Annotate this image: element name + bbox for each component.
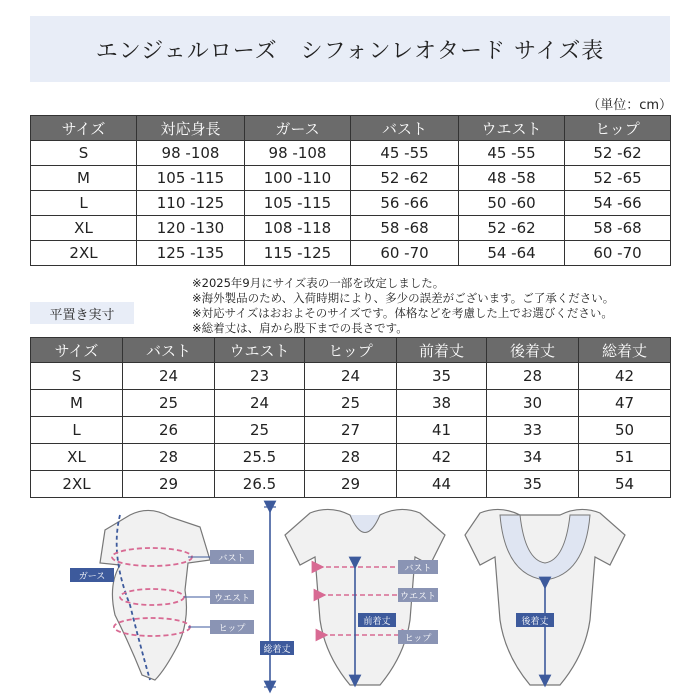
table-cell: 42 <box>579 363 671 390</box>
table-cell: 54 -66 <box>565 191 671 216</box>
table-row <box>31 471 671 498</box>
table-cell: 50 <box>579 417 671 444</box>
table-cell: 100 -110 <box>245 166 351 191</box>
table-cell: 54 -64 <box>459 241 565 266</box>
table-row <box>31 216 671 241</box>
table-row <box>31 417 671 444</box>
diagram-label-bust-front: バスト <box>404 564 432 574</box>
table-cell: XL <box>31 216 137 241</box>
table-cell: 56 -66 <box>351 191 459 216</box>
table-cell: 24 <box>305 363 397 390</box>
table-cell: 23 <box>215 363 305 390</box>
table-cell: M <box>31 166 137 191</box>
table-cell: 25 <box>215 417 305 444</box>
table-cell: 44 <box>397 471 487 498</box>
table-cell: 105 -115 <box>245 191 351 216</box>
table-cell: 98 -108 <box>245 141 351 166</box>
diagram-label-hip-front: ヒップ <box>404 634 432 644</box>
table-cell: 115 -125 <box>245 241 351 266</box>
diagram-label-waist-front: ウエスト <box>399 592 437 602</box>
table-cell: 52 -65 <box>565 166 671 191</box>
column-header: バスト <box>123 338 215 363</box>
table-cell: 24 <box>123 363 215 390</box>
note-line: ※海外製品のため、入荷時期により、多少の誤差がございます。ご了承ください。 <box>192 291 615 305</box>
column-header: 総着丈 <box>579 338 671 363</box>
table-cell: 26.5 <box>215 471 305 498</box>
table-cell: 51 <box>579 444 671 471</box>
table-cell: 28 <box>123 444 215 471</box>
table-cell: XL <box>31 444 123 471</box>
table-cell: 45 -55 <box>459 141 565 166</box>
diagram-label-front-length: 前着丈 <box>363 617 391 627</box>
column-header: ヒップ <box>305 338 397 363</box>
table-cell: 2XL <box>31 241 137 266</box>
table-cell: S <box>31 363 123 390</box>
table-cell: 45 -55 <box>351 141 459 166</box>
table-cell: 25 <box>123 390 215 417</box>
column-header: サイズ <box>31 116 137 141</box>
table-cell: 26 <box>123 417 215 444</box>
table-cell: 34 <box>487 444 579 471</box>
table-cell: 48 -58 <box>459 166 565 191</box>
table-cell: 38 <box>397 390 487 417</box>
table-cell: 25 <box>305 390 397 417</box>
table-cell: 105 -115 <box>137 166 245 191</box>
table-cell: 42 <box>397 444 487 471</box>
table-row <box>31 390 671 417</box>
table-cell: 25.5 <box>215 444 305 471</box>
note-line: ※2025年9月にサイズ表の一部を改定しました。 <box>192 276 445 290</box>
note-line: ※総着丈は、肩から股下までの長さです。 <box>192 321 408 335</box>
table-cell: 58 -68 <box>351 216 459 241</box>
column-header: ヒップ <box>565 116 671 141</box>
table-cell: 52 -62 <box>459 216 565 241</box>
leotard-front-diagram <box>260 507 445 687</box>
diagram-label-back-length: 後着丈 <box>521 617 549 627</box>
size-table-flat <box>30 337 671 498</box>
table-header-row <box>31 116 671 141</box>
diagram-label-hip: ヒップ <box>218 624 246 634</box>
table-cell: 29 <box>305 471 397 498</box>
table-cell: 47 <box>579 390 671 417</box>
table-cell: 98 -108 <box>137 141 245 166</box>
leotard-side-diagram <box>70 510 254 680</box>
column-header: ウエスト <box>215 338 305 363</box>
table-cell: 58 -68 <box>565 216 671 241</box>
table-row <box>31 166 671 191</box>
table-cell: 33 <box>487 417 579 444</box>
table-cell: M <box>31 390 123 417</box>
column-header: ガース <box>245 116 351 141</box>
diagram-label-girth: ガース <box>78 572 106 582</box>
table-cell: 52 -62 <box>565 141 671 166</box>
table-cell: 110 -125 <box>137 191 245 216</box>
table-cell: 120 -130 <box>137 216 245 241</box>
table-cell: 41 <box>397 417 487 444</box>
table-row <box>31 191 671 216</box>
table-cell: 50 -60 <box>459 191 565 216</box>
flat-measure-label: 平置き実寸 <box>30 302 134 324</box>
table-cell: 108 -118 <box>245 216 351 241</box>
table-cell: 60 -70 <box>351 241 459 266</box>
leotard-back-diagram <box>465 509 625 685</box>
table-cell: 60 -70 <box>565 241 671 266</box>
table-cell: 125 -135 <box>137 241 245 266</box>
table-cell: L <box>31 417 123 444</box>
table-row <box>31 444 671 471</box>
table-cell: 27 <box>305 417 397 444</box>
measurement-diagrams <box>60 495 640 695</box>
table-cell: 2XL <box>31 471 123 498</box>
column-header: ウエスト <box>459 116 565 141</box>
diagram-label-total-length: 総着丈 <box>263 645 291 655</box>
column-header: 前着丈 <box>397 338 487 363</box>
note-line: ※対応サイズはおおよそのサイズです。体格などを考慮した上でお選びください。 <box>192 306 613 320</box>
table-row <box>31 141 671 166</box>
table-row <box>31 241 671 266</box>
column-header: バスト <box>351 116 459 141</box>
table-cell: 24 <box>215 390 305 417</box>
notes <box>192 276 614 336</box>
table-cell: 52 -62 <box>351 166 459 191</box>
unit-label: （単位：cm） <box>587 98 672 113</box>
table-cell: 30 <box>487 390 579 417</box>
table-cell: L <box>31 191 137 216</box>
table-cell: 28 <box>487 363 579 390</box>
table-cell: S <box>31 141 137 166</box>
column-header: 後着丈 <box>487 338 579 363</box>
table-header-row <box>31 338 671 363</box>
table-cell: 35 <box>487 471 579 498</box>
table-cell: 54 <box>579 471 671 498</box>
table-cell: 35 <box>397 363 487 390</box>
column-header: サイズ <box>31 338 123 363</box>
table-cell: 28 <box>305 444 397 471</box>
table-cell: 29 <box>123 471 215 498</box>
page-title: エンジェルローズ シフォンレオタード サイズ表 <box>30 16 670 82</box>
diagram-label-waist: ウエスト <box>213 594 251 604</box>
column-header: 対応身長 <box>137 116 245 141</box>
diagram-label-bust: バスト <box>218 554 246 564</box>
table-row <box>31 363 671 390</box>
size-table-body <box>30 115 671 266</box>
